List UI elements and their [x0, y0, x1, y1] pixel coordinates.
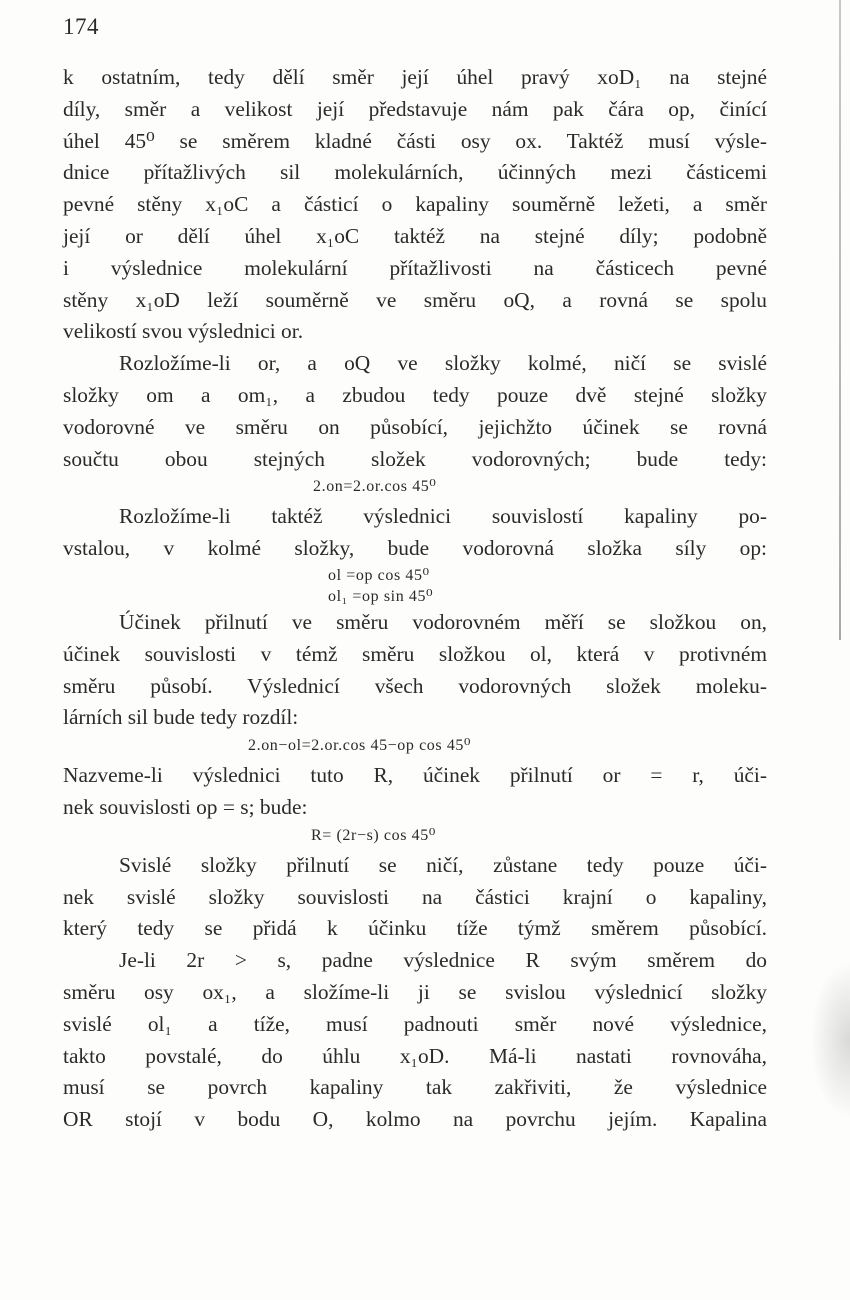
page-edge-line: [839, 0, 841, 640]
text-line: Nazveme-li výslednici tuto R, účinek přilnutí or = r, úči-: [63, 763, 767, 788]
text-line: který tedy se přidá k účinku tíže týmž směrem působící.: [63, 916, 767, 941]
text-line: Rozložíme-li taktéž výslednici souvislostí kapaliny po-: [119, 504, 767, 529]
text-line: složky om a om₁, a zbudou tedy pouze dvě stejné složky: [63, 382, 767, 407]
text-line: směru působí. Výslednicí všech vodorovných složek moleku-: [63, 673, 767, 698]
text-line: Rozložíme-li or, a oQ ve složky kolmé, ničí se svislé: [119, 351, 767, 376]
text-line: díly, směr a velikost její představuje nám pak čára op, činící: [63, 96, 767, 121]
formula-line: 2.on=2.or.cos 45⁰: [313, 478, 437, 496]
text-line: OR stojí v bodu O, kolmo na povrchu jejím. Kapalina: [63, 1107, 767, 1132]
text-line: svislé ol₁ a tíže, musí padnouti směr nové výslednice,: [63, 1011, 767, 1036]
text-line: vodorovné ve směru on působící, jejichžto účinek se rovná: [63, 414, 767, 439]
formula-line: R= (2r−s) cos 45⁰: [311, 826, 436, 844]
text-line: velikostí svou výslednici or.: [63, 319, 304, 344]
text-line: takto povstalé, do úhlu x₁oD. Má-li nastati rovnováha,: [63, 1043, 767, 1068]
text-line: nek souvislosti op = s; bude:: [63, 794, 308, 819]
text-line: lárních sil bude tedy rozdíl:: [63, 705, 299, 730]
formula-line: 2.on−ol=2.or.cos 45−op cos 45⁰: [248, 737, 472, 755]
page-number: 174: [63, 14, 99, 39]
text-line: nek svislé složky souvislosti na částici krajní o kapaliny,: [63, 884, 767, 909]
text-line: i výslednice molekulární přítažlivosti na částicech pevné: [63, 255, 767, 280]
text-line: dnice přítažlivých sil molekulárních, účinných mezi částicemi: [63, 160, 767, 185]
formula-line: ol =op cos 45⁰: [328, 566, 430, 584]
text-line: součtu obou stejných složek vodorovných; bude tedy:: [63, 446, 767, 471]
text-line: vstalou, v kolmé složky, bude vodorovná složka síly op:: [63, 536, 767, 561]
text-line: Je-li 2r > s, padne výslednice R svým směrem do: [119, 948, 767, 973]
text-line: úhel 45⁰ se směrem kladné části osy ox. Taktéž musí výsle-: [63, 128, 767, 153]
paper-stain: [810, 960, 850, 1120]
text-line: stěny x₁oD leží souměrně ve směru oQ, a rovná se spolu: [63, 287, 767, 312]
text-line: Účinek přilnutí ve směru vodorovném měří se složkou on,: [119, 609, 767, 634]
formula-line: ol₁ =op sin 45⁰: [328, 587, 434, 605]
text-line: účinek souvislosti v témž směru složkou ol, která v protivném: [63, 641, 767, 666]
text-line: její or dělí úhel x₁oC taktéž na stejné díly; podobně: [63, 223, 767, 248]
text-line: musí se povrch kapaliny tak zakřiviti, že výslednice: [63, 1075, 767, 1100]
text-line: pevné stěny x₁oC a částicí o kapaliny souměrně ležeti, a směr: [63, 192, 767, 217]
text-line: Svislé složky přilnutí se ničí, zůstane tedy pouze úči-: [119, 852, 767, 877]
text-line: směru osy ox₁, a složíme-li ji se svislou výslednicí složky: [63, 979, 767, 1004]
text-line: k ostatním, tedy dělí směr její úhel pravý xoD₁ na stejné: [63, 65, 767, 89]
body-text: [63, 62, 767, 1136]
